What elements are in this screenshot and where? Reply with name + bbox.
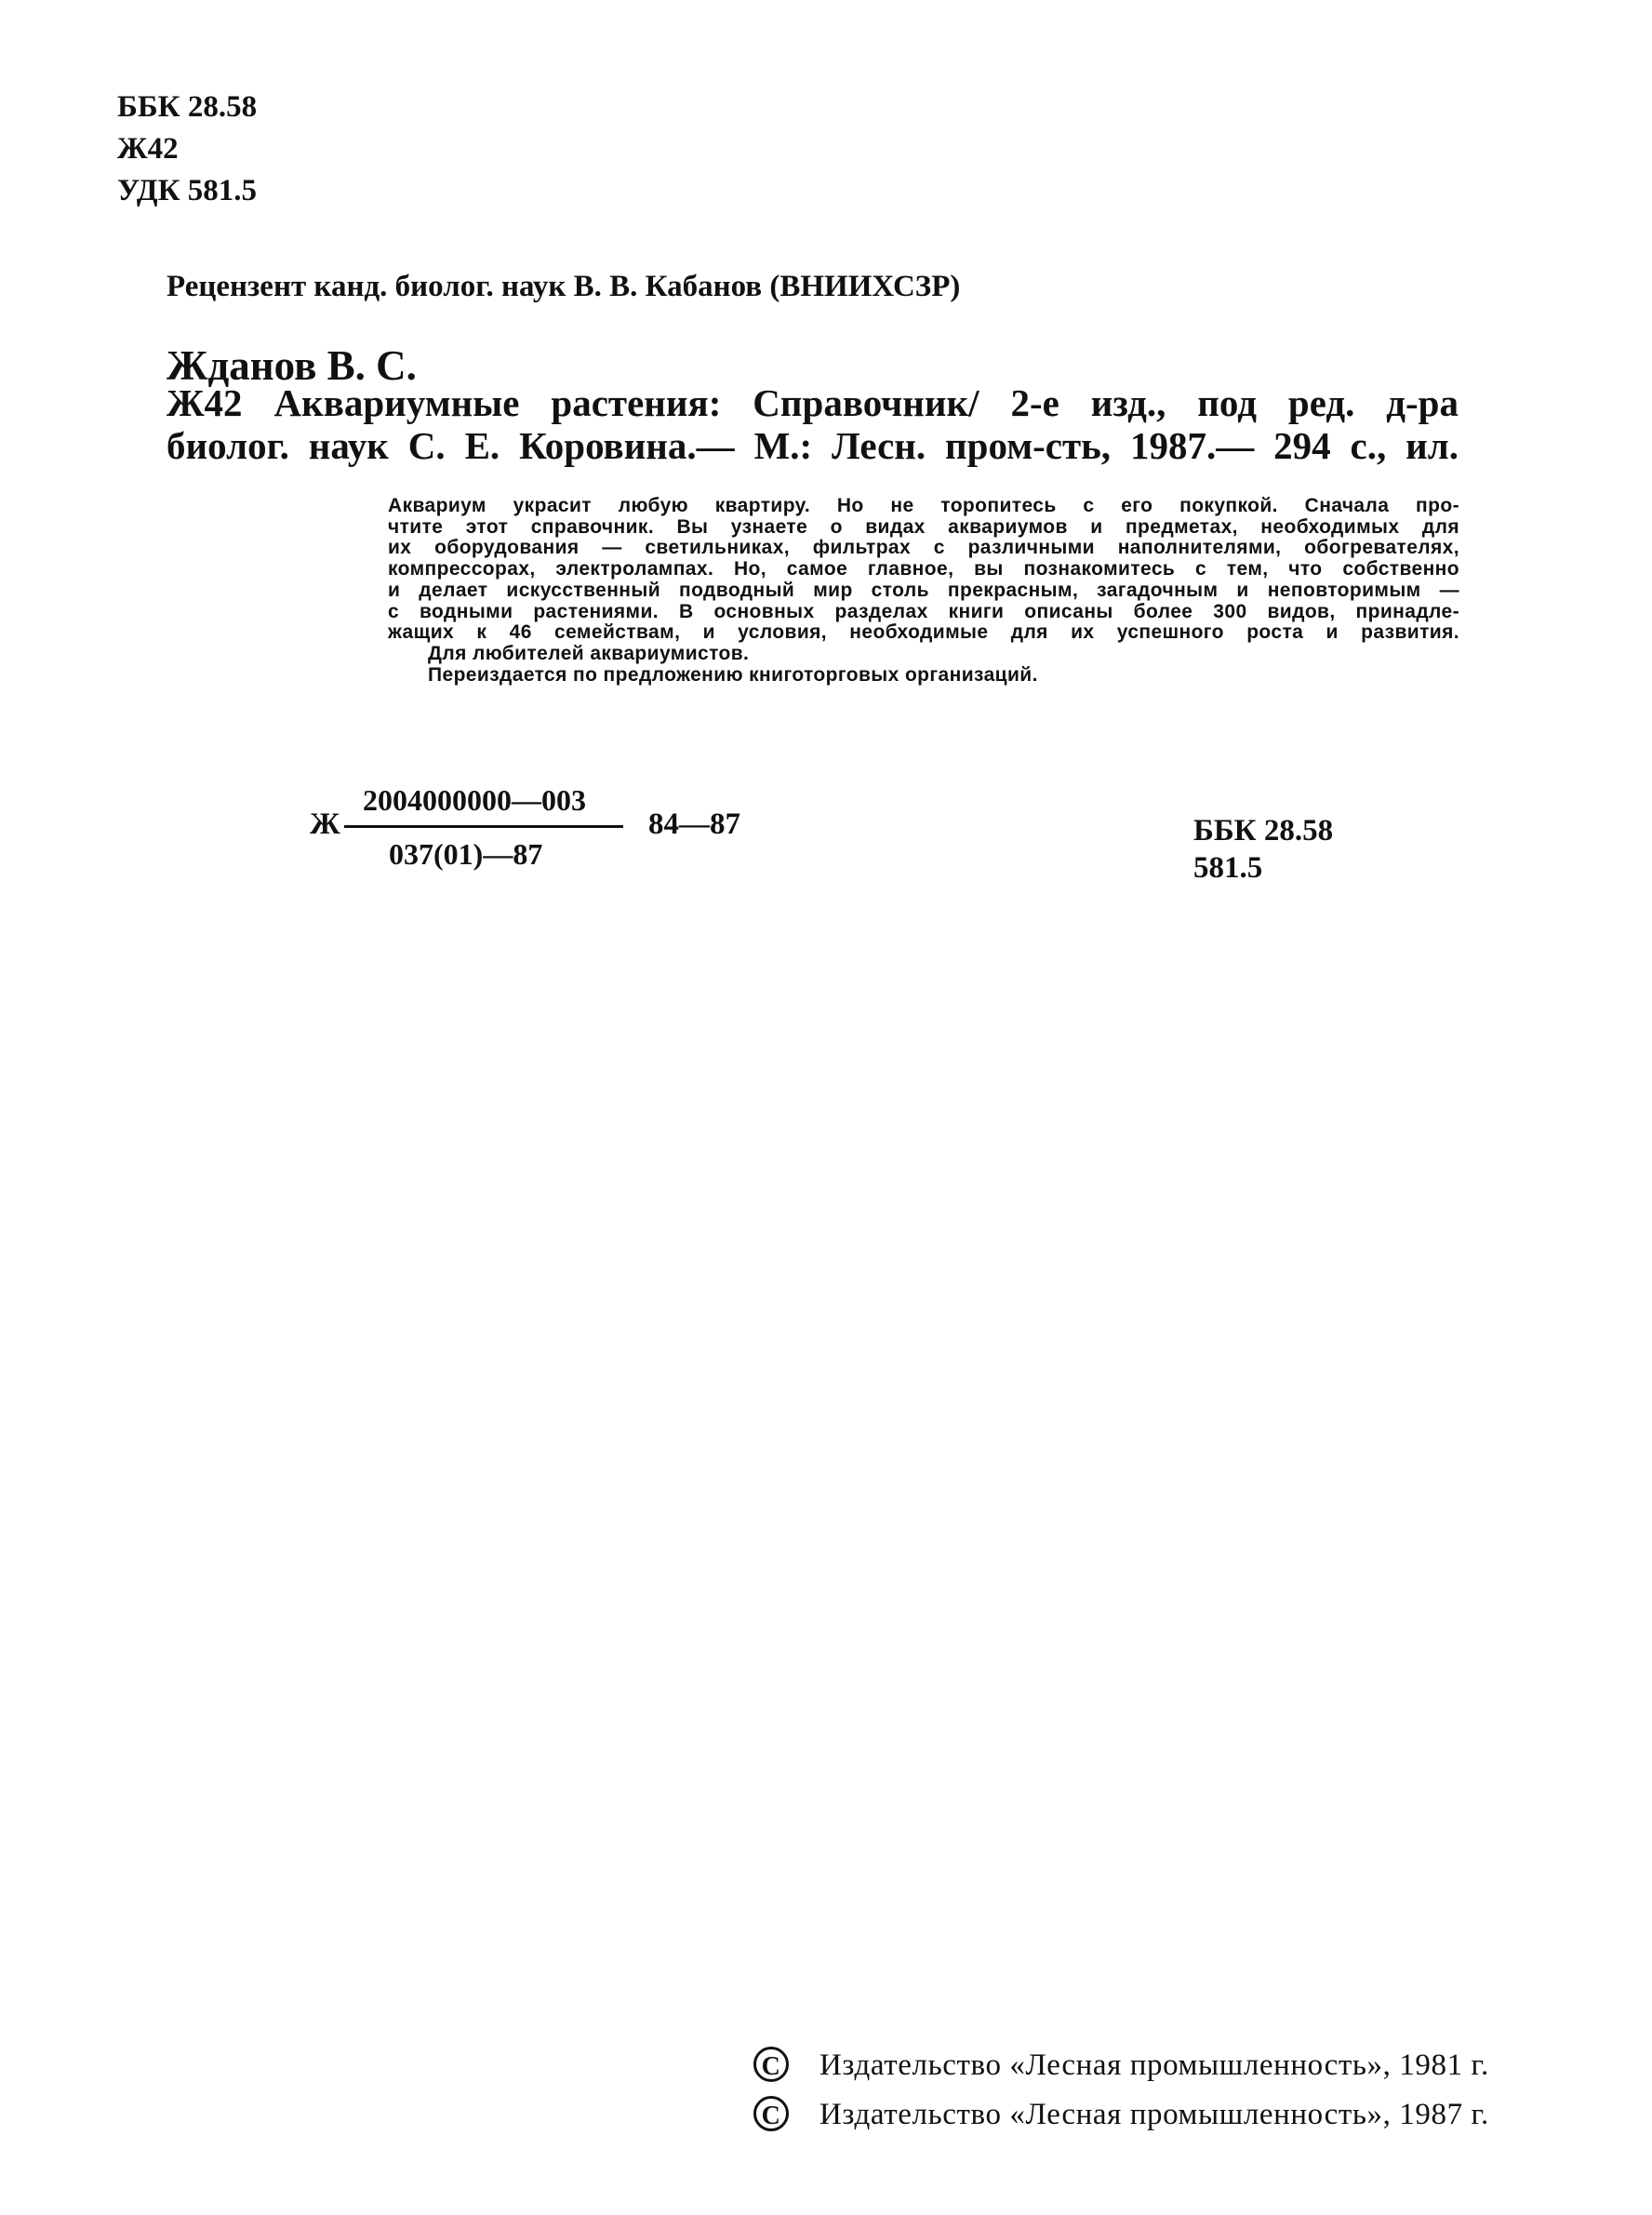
bibliographic-record — [167, 381, 1459, 467]
biblio-line-2: биолог. наук С. Е. Коровина.— М.: Лесн. пром-сть, 1987.— 294 с., ил. — [167, 424, 1459, 467]
abstract-line: с водными растениями. В основных разделах книги описаны более 300 видов, принадле- — [388, 600, 1459, 622]
copyright-line-2 — [753, 2096, 1489, 2134]
author-mark: Ж42 — [117, 132, 179, 166]
imprint-denominator: 037(01)—87 — [389, 837, 543, 871]
copyright-icon: С — [753, 2047, 789, 2082]
bbk-right-block — [1193, 812, 1333, 887]
copyright-text-2: Издательство «Лесная промышленность», 1987 г. — [819, 2098, 1489, 2131]
copyright-line-1 — [753, 2047, 1489, 2085]
abstract-line: компрессорах, электролампах. Но, самое главное, вы познакомитесь с тем, что собственно — [388, 558, 1459, 580]
copyright-icon: С — [753, 2096, 789, 2131]
reprint-note: Переиздается по предложению книготорговых организаций. — [428, 663, 1038, 686]
bbk-right-line-2: 581.5 — [1193, 851, 1263, 885]
imprint-suffix: 84—87 — [648, 807, 740, 841]
abstract — [388, 496, 1459, 686]
abstract-line: жащих к 46 семействам, и условия, необходимые для их успешного роста и развития. — [388, 621, 1459, 644]
audience-note: Для любителей аквариумистов. — [428, 642, 750, 664]
copyright-text-1: Издательство «Лесная промышленность», 1981 г. — [819, 2048, 1489, 2082]
author-name: Жданов В. С. — [167, 342, 417, 389]
imprint-numerator: 2004000000—003 — [363, 783, 586, 817]
abstract-line: Аквариум украсит любую квартиру. Но не торопитесь с его покупкой. Сначала про- — [388, 495, 1459, 516]
abstract-line: и делает искусственный подводный мир столь прекрасным, загадочным и неповторимым — — [388, 579, 1459, 601]
imprint-letter: Ж — [310, 807, 340, 841]
abstract-line: их оборудования — светильниках, фильтрах с различными наполнителями, обогревателях, — [388, 537, 1459, 559]
fraction-divider — [344, 825, 623, 828]
bbk-code: ББК 28.58 — [117, 90, 258, 124]
bbk-right-line-1: ББК 28.58 — [1193, 814, 1334, 847]
classification-codes — [117, 87, 257, 212]
abstract-line: чтите этот справочник. Вы узнаете о видах аквариумов и предметах, необходимых для — [388, 515, 1459, 538]
biblio-line-1: Ж42 Аквариумные растения: Справочник/ 2-е изд., под ред. д-ра — [167, 381, 1459, 424]
reviewer-line: Рецензент канд. биолог. наук В. В. Кабанов (ВНИИХСЗР) — [167, 270, 961, 303]
udk-code: УДК 581.5 — [117, 174, 258, 207]
